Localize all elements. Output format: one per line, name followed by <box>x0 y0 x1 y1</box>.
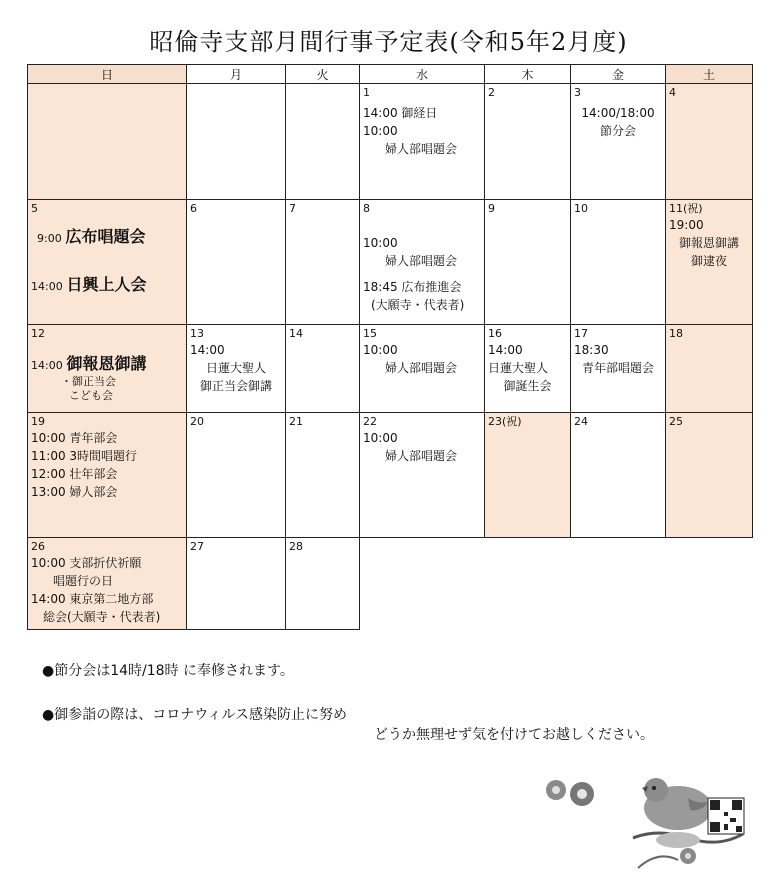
day-number: 20 <box>190 415 204 428</box>
week-row <box>28 325 753 413</box>
day-number: 5 <box>31 202 38 215</box>
day-number: 11(祝) <box>669 202 703 215</box>
weekday-thu: 木 <box>485 65 571 84</box>
day-number: 16 <box>488 327 502 340</box>
day-number: 25 <box>669 415 683 428</box>
event-line: 婦人部唱題会 <box>385 449 458 463</box>
day-number: 3 <box>574 86 581 99</box>
event-line: 御逮夜 <box>690 254 727 268</box>
event-line: 13:00 婦人部会 <box>31 485 118 499</box>
day-cell <box>187 84 286 200</box>
day-number: 17 <box>574 327 588 340</box>
event-line: 唱題行の日 <box>53 574 114 588</box>
event-line: 節分会 <box>599 124 636 138</box>
event-line: 19:00 <box>669 218 704 232</box>
day-cell <box>286 538 360 630</box>
day-number: 12 <box>31 327 45 340</box>
event-line: 11:00 3時間唱題行 <box>31 449 138 463</box>
day-cell <box>571 413 666 538</box>
day-number: 9 <box>488 202 495 215</box>
weekday-fri: 金 <box>571 65 666 84</box>
weekday-sat: 土 <box>666 65 753 84</box>
event-line: 10:00 青年部会 <box>31 431 118 445</box>
note-visit: ●御参詣の際は、コロナウィルス感染防止に努め <box>42 707 347 723</box>
day-number: 27 <box>190 540 204 553</box>
event-line: 御報恩御講 <box>66 354 147 373</box>
day-cell <box>286 325 360 413</box>
day-number: 6 <box>190 202 197 215</box>
event-line: 10:00 <box>363 124 398 138</box>
event-line: 御正当会御講 <box>199 379 272 393</box>
day-cell <box>28 84 187 200</box>
event-line: 10:00 <box>363 343 398 357</box>
weekday-header-row <box>28 65 753 84</box>
weekday-sun: 日 <box>28 65 187 84</box>
event-line: 14:00 <box>190 343 225 357</box>
day-number: 15 <box>363 327 377 340</box>
day-number: 24 <box>574 415 588 428</box>
event-line: 10:00 <box>363 236 398 250</box>
event-time: 14:00 <box>31 280 63 293</box>
day-cell <box>187 325 286 413</box>
day-cell <box>360 200 485 325</box>
event-line: 広布唱題会 <box>65 227 146 246</box>
day-number: 22 <box>363 415 377 428</box>
day-number: 7 <box>289 202 296 215</box>
day-number: 1 <box>363 86 370 99</box>
week-row <box>28 538 753 630</box>
day-number: 28 <box>289 540 303 553</box>
event-line: 14:00/18:00 <box>581 106 655 120</box>
day-cell <box>485 200 571 325</box>
day-cell <box>666 325 753 413</box>
day-cell <box>286 200 360 325</box>
day-number: 8 <box>363 202 370 215</box>
day-number: 2 <box>488 86 495 99</box>
day-cell <box>571 325 666 413</box>
event-line: 日蓮大聖人 <box>205 361 266 375</box>
event-line: 18:30 <box>574 343 609 357</box>
note-setsubun: ●節分会は14時/18時 に奉修されます。 <box>42 663 294 679</box>
day-cell <box>187 538 286 630</box>
bird-illustration-icon <box>642 778 712 864</box>
event-line: 日蓮大聖人 <box>488 361 549 375</box>
calendar-table <box>27 64 753 630</box>
day-cell <box>485 413 571 538</box>
event-line: 御報恩御講 <box>678 236 739 250</box>
event-line: 日興上人会 <box>66 275 147 294</box>
notes-section-2 <box>42 704 654 744</box>
plum-blossom-icon <box>546 780 594 806</box>
day-number: 10 <box>574 202 588 215</box>
day-cell <box>666 200 753 325</box>
day-cell <box>571 84 666 200</box>
decoration-illustration <box>538 768 750 886</box>
day-cell <box>28 325 187 413</box>
event-line: 10:00 支部折伏祈願 <box>31 556 142 570</box>
day-number: 23(祝) <box>488 415 522 428</box>
day-cell <box>187 200 286 325</box>
day-cell <box>485 325 571 413</box>
event-line: 10:00 <box>363 431 398 445</box>
notes-section <box>42 660 294 680</box>
week-row <box>28 200 753 325</box>
day-cell <box>360 413 485 538</box>
event-line: 14:00 御経日 <box>363 106 438 120</box>
day-cell <box>485 84 571 200</box>
event-line: 総会(大願寺・代表者) <box>43 610 161 624</box>
day-cell <box>286 413 360 538</box>
event-line: 御誕生会 <box>503 379 552 393</box>
day-cell <box>187 413 286 538</box>
event-line: 14:00 <box>488 343 523 357</box>
event-line: (大願寺・代表者) <box>371 298 465 312</box>
day-number: 18 <box>669 327 683 340</box>
event-line: 婦人部唱題会 <box>385 361 458 375</box>
event-time: 9:00 <box>37 232 62 245</box>
day-cell <box>666 413 753 538</box>
event-line: 12:00 壮年部会 <box>31 467 118 481</box>
day-cell <box>286 84 360 200</box>
day-number: 13 <box>190 327 204 340</box>
day-number: 19 <box>31 415 45 428</box>
day-cell <box>360 325 485 413</box>
day-cell <box>28 413 187 538</box>
weekday-mon: 月 <box>187 65 286 84</box>
day-cell <box>571 200 666 325</box>
event-line: ・御正当会 <box>61 375 116 388</box>
day-number: 21 <box>289 415 303 428</box>
event-line: 14:00 東京第二地方部 <box>31 592 154 606</box>
day-number: 14 <box>289 327 303 340</box>
day-cell <box>360 84 485 200</box>
day-number: 4 <box>669 86 676 99</box>
event-line: 青年部唱題会 <box>581 361 654 375</box>
weekday-wed: 水 <box>360 65 485 84</box>
week-row <box>28 84 753 200</box>
qr-code-icon <box>708 798 744 834</box>
event-line: 婦人部唱題会 <box>385 254 458 268</box>
week-row <box>28 413 753 538</box>
event-time: 14:00 <box>31 359 63 372</box>
day-cell <box>666 84 753 200</box>
day-number: 26 <box>31 540 45 553</box>
event-line: 婦人部唱題会 <box>385 142 458 156</box>
event-line: 18:45 広布推進会 <box>363 280 462 294</box>
event-line: こども会 <box>69 389 113 402</box>
weekday-tue: 火 <box>286 65 360 84</box>
day-cell <box>28 200 187 325</box>
day-cell <box>28 538 187 630</box>
page-title: 昭倫寺支部月間行事予定表(令和5年2月度) <box>149 28 628 56</box>
note-visit-cont: どうか無理せず気を付けてお越しください。 <box>374 727 654 743</box>
